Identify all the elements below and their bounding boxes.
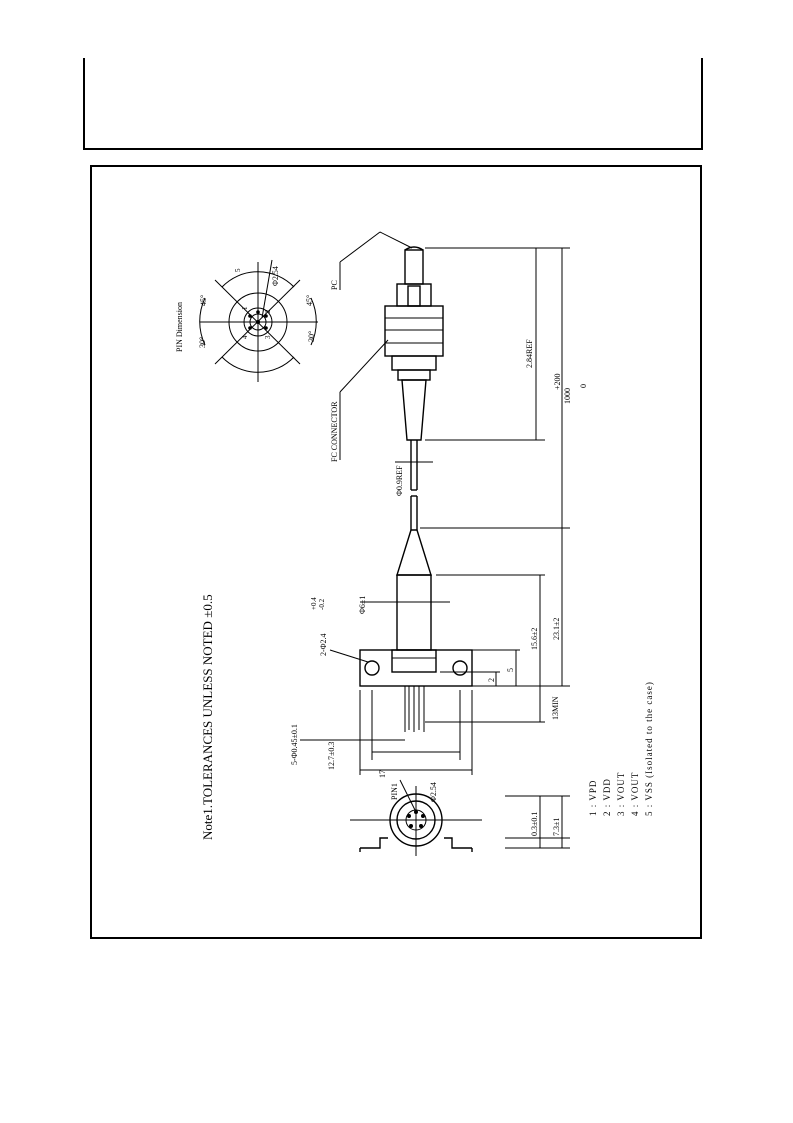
- dim-23-1: 23.1±2: [552, 617, 561, 640]
- fiber-diameter-label: Φ0.9REF: [395, 465, 404, 496]
- dim-5: 5: [506, 668, 515, 672]
- pinout-4: 4 : VOUT: [630, 771, 640, 816]
- angle-45-left: 45°: [199, 294, 208, 306]
- angle-30-right: 30°: [307, 330, 316, 342]
- angle-45-right: 45°: [305, 294, 314, 306]
- dim-0-3: 0.3±0.1: [530, 811, 539, 836]
- pinout-legend: [588, 681, 654, 816]
- dim-len-minus: 0: [579, 384, 588, 388]
- pinout-3: 3 : VOUT: [616, 771, 626, 816]
- width-12-7-label: 12.7±0.3: [327, 741, 336, 770]
- pin1-label: PIN1: [390, 783, 399, 800]
- pin-label-4: 4: [241, 335, 249, 339]
- module-body: [360, 530, 472, 732]
- pin1-diameter-label: Φ2.54: [429, 782, 438, 802]
- pin-label-3: 3: [264, 335, 272, 339]
- pin-label-5: 5: [234, 268, 242, 272]
- pc-label: PC: [330, 280, 339, 290]
- pin-dimension-view: [175, 260, 318, 382]
- tolerance-note: Note1.TOLERANCES UNLESS NOTED ±0.5: [200, 594, 215, 840]
- width-17-label: 17: [378, 770, 387, 778]
- dim-13-min: 13MIN: [551, 696, 560, 720]
- pin-diameter: Φ2.54: [271, 266, 280, 286]
- pins-diameter-label: 5-Φ0.45±0.1: [290, 724, 299, 765]
- pin-dimension-title: PIN Dimension: [175, 302, 184, 352]
- flange-tol-plus: +0.4: [310, 597, 318, 610]
- pinout-5: 5 : VSS (Isolated to the case): [644, 681, 654, 816]
- body-diameter-label: Φ6±1: [358, 595, 367, 614]
- dim-len-plus: +200: [553, 373, 562, 390]
- fc-connector-label: FC CONNECTOR: [330, 401, 339, 462]
- angle-30-left: 30°: [198, 336, 207, 348]
- pinout-1: 1 : VPD: [588, 779, 598, 816]
- flange-holes-label: 2-Φ2.4: [319, 633, 328, 656]
- pin-label-1: 1: [241, 306, 249, 310]
- end-view: [350, 786, 482, 856]
- flange-tol-minus: -0.2: [318, 598, 326, 610]
- dim-2: 2: [487, 678, 496, 682]
- pinout-2: 2 : VDD: [602, 778, 612, 816]
- pin-label-2: 2: [264, 309, 272, 313]
- dim-15-6: 15.6±2: [530, 627, 539, 650]
- fc-connector-assembly: [385, 247, 443, 530]
- dim-2-84-ref: 2.84REF: [525, 339, 534, 368]
- dim-len-1000: 1000: [563, 388, 572, 404]
- dim-7-3: 7.3±1: [552, 817, 561, 836]
